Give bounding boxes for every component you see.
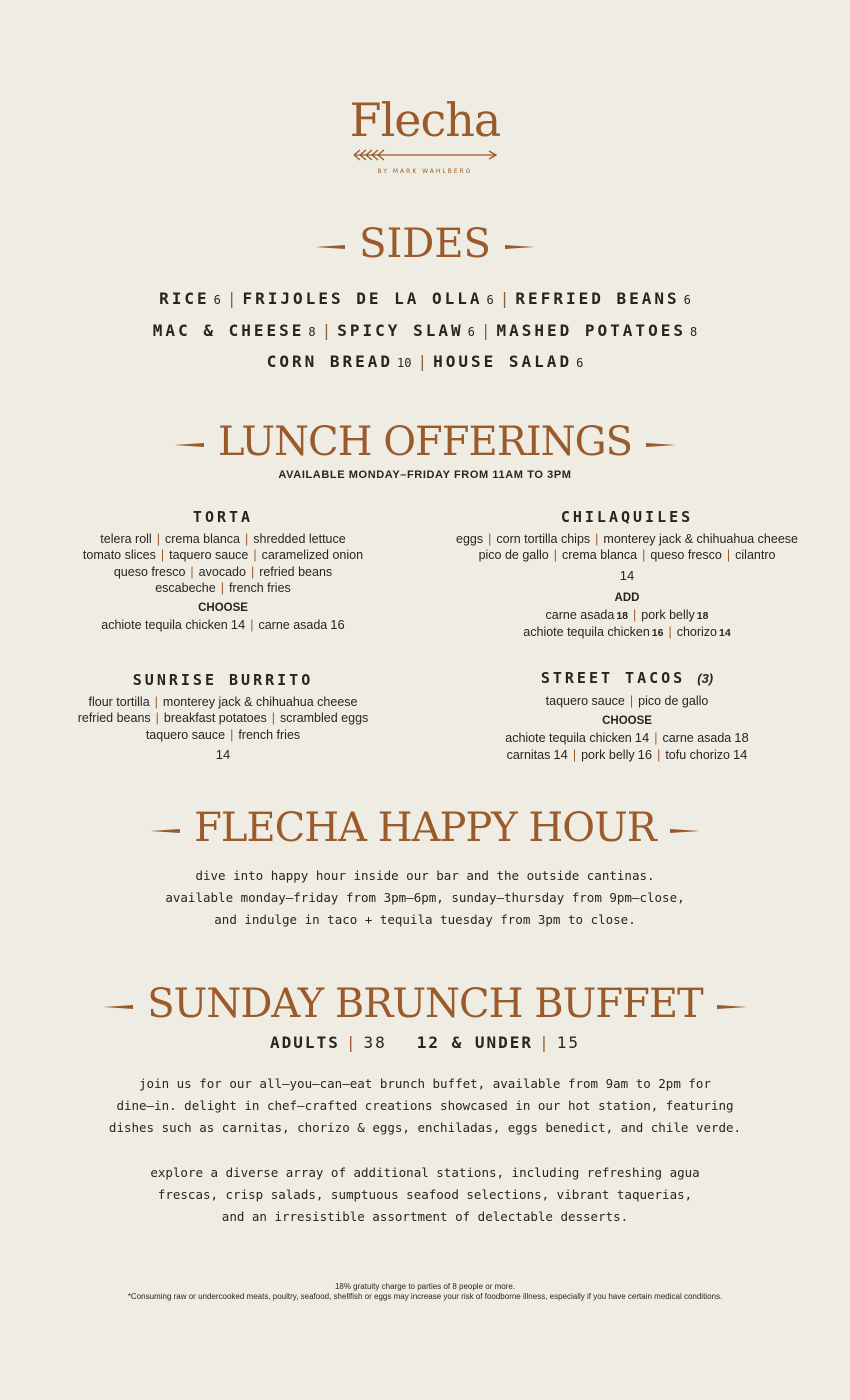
choice-price: 14 bbox=[230, 617, 246, 633]
brunch-heading bbox=[0, 982, 850, 1026]
choice-name: carnitas bbox=[506, 747, 551, 762]
choice-name: tofu chorizo bbox=[665, 747, 730, 762]
ingredient-line bbox=[48, 710, 398, 726]
separator: | bbox=[155, 711, 159, 726]
side-item-name: RICE bbox=[159, 289, 210, 308]
text-line: dive into happy hour inside our bar and the outside cantinas. bbox=[195, 868, 655, 883]
side-item-price: 6 bbox=[213, 293, 221, 307]
addon-line bbox=[446, 607, 808, 624]
addon-line bbox=[446, 624, 808, 641]
addon-price: 14 bbox=[719, 626, 731, 639]
choice-name: achiote tequila chicken bbox=[505, 731, 632, 746]
ingredient: corn tortilla chips bbox=[496, 532, 591, 546]
sides-heading-text: SIDES bbox=[359, 221, 491, 267]
separator: | bbox=[499, 289, 510, 308]
menu-item-chilaquiles bbox=[446, 507, 808, 641]
separator: | bbox=[539, 1033, 551, 1052]
choose-label: CHOOSE bbox=[602, 715, 652, 728]
ingredient-line bbox=[48, 580, 398, 596]
side-item-price: 6 bbox=[486, 293, 494, 307]
ingredient-line bbox=[48, 547, 398, 563]
item-price: 14 bbox=[215, 746, 231, 762]
left-dash-icon bbox=[315, 244, 345, 250]
item-count: (3) bbox=[697, 671, 714, 686]
choice-name: pork belly bbox=[581, 747, 635, 762]
ingredient: pico de gallo bbox=[638, 694, 709, 708]
ingredient: french fries bbox=[238, 727, 301, 742]
choice-price: 14 bbox=[732, 746, 748, 762]
sides-line bbox=[0, 316, 850, 348]
text-line: and an irresistible assortment of delectable desserts. bbox=[221, 1209, 629, 1224]
right-dash-icon bbox=[646, 442, 676, 448]
separator: | bbox=[250, 564, 255, 579]
separator: | bbox=[726, 548, 731, 563]
choice-price: 14 bbox=[553, 746, 568, 762]
ingredient: pico de gallo bbox=[478, 548, 549, 563]
separator: | bbox=[553, 548, 558, 563]
ingredient: caramelized onion bbox=[261, 548, 364, 563]
ingredient: telera roll bbox=[100, 532, 152, 546]
ingredient: cilantro bbox=[735, 548, 776, 563]
separator: | bbox=[321, 320, 332, 340]
text-line: dishes such as carnitas, chorizo & eggs, enchiladas, eggs benedict, and chile verde. bbox=[108, 1120, 742, 1135]
brunch-description bbox=[0, 1073, 850, 1139]
side-item-price: 6 bbox=[467, 324, 475, 339]
ingredient: scrambled eggs bbox=[280, 711, 369, 726]
side-item-name: MAC & CHEESE bbox=[152, 320, 305, 340]
ingredient-line bbox=[48, 727, 398, 743]
separator: | bbox=[253, 548, 257, 563]
ingredient: queso fresco bbox=[113, 564, 186, 579]
side-item-price: 6 bbox=[576, 356, 584, 370]
choice-line bbox=[446, 730, 808, 746]
ingredient-line bbox=[48, 564, 398, 580]
right-dash-icon bbox=[505, 244, 535, 250]
side-item-price: 10 bbox=[397, 356, 412, 370]
happy-hour-description bbox=[0, 865, 850, 931]
choice-price: 18 bbox=[734, 730, 749, 746]
ingredient: taquero sauce bbox=[169, 548, 249, 563]
left-dash-icon bbox=[150, 828, 180, 834]
separator: | bbox=[226, 289, 237, 308]
right-dash-icon bbox=[670, 828, 700, 834]
item-title: TORTA bbox=[192, 508, 254, 526]
item-title bbox=[446, 668, 808, 689]
lunch-heading-text: LUNCH OFFERINGS bbox=[217, 419, 633, 465]
side-item-name: HOUSE SALAD bbox=[433, 352, 573, 371]
sides-line bbox=[0, 347, 850, 379]
brunch-heading-text: SUNDAY BRUNCH BUFFET bbox=[147, 981, 703, 1027]
separator: | bbox=[654, 731, 658, 746]
item-price: 14 bbox=[619, 567, 635, 583]
choose-label: CHOOSE bbox=[198, 602, 248, 615]
adults-price: 38 bbox=[363, 1033, 387, 1052]
item-title-text: STREET TACOS bbox=[540, 669, 686, 687]
addon-name: chorizo bbox=[676, 624, 718, 639]
separator: | bbox=[156, 532, 160, 546]
ingredient-line bbox=[48, 694, 398, 710]
choice-price: 14 bbox=[634, 730, 650, 746]
item-title: CHILAQUILES bbox=[560, 508, 694, 526]
separator: | bbox=[220, 580, 224, 595]
ingredient: flour tortilla bbox=[88, 695, 150, 709]
food-safety-disclaimer: *Consuming raw or undercooked meats, poultry, seafood, shellfish or eggs may increase your risk of foodborne illness, especially if you have certain medical conditions. bbox=[127, 1292, 723, 1301]
addon-name: carne asada bbox=[545, 607, 615, 622]
text-line: and indulge in taco + tequila tuesday from 3pm to close. bbox=[214, 912, 636, 927]
ingredient-line bbox=[446, 531, 808, 547]
choice-line bbox=[446, 747, 808, 763]
left-dash-icon bbox=[103, 1004, 133, 1010]
ingredient: shredded lettuce bbox=[253, 532, 346, 546]
lunch-availability: AVAILABLE MONDAY–FRIDAY FROM 11AM TO 3PM bbox=[278, 469, 572, 481]
menu-item-street-tacos bbox=[446, 668, 808, 763]
arrow-icon bbox=[350, 148, 500, 162]
choice-name: achiote tequila chicken bbox=[101, 618, 228, 633]
ingredient: monterey jack & chihuahua cheese bbox=[603, 532, 798, 546]
ingredient: queso fresco bbox=[650, 548, 722, 563]
ingredient: crema blanca bbox=[562, 548, 638, 563]
addon-name: pork belly bbox=[641, 607, 695, 622]
ingredient-line bbox=[48, 531, 398, 547]
separator: | bbox=[271, 711, 276, 726]
separator: | bbox=[595, 532, 599, 546]
separator: | bbox=[345, 1033, 358, 1052]
side-item-price: 8 bbox=[308, 324, 316, 339]
sides-heading bbox=[0, 222, 850, 266]
sides-list bbox=[0, 284, 850, 379]
sides-line bbox=[0, 284, 850, 316]
text-line: dine–in. delight in chef–crafted creations showcased in our hot station, featuring bbox=[116, 1098, 734, 1113]
happy-hour-heading-text: FLECHA HAPPY HOUR bbox=[194, 805, 656, 851]
side-item-name: FRIJOLES DE LA OLLA bbox=[242, 289, 483, 308]
addon-name: achiote tequila chicken bbox=[523, 624, 650, 639]
ingredient: eggs bbox=[456, 532, 484, 546]
text-line: available monday–friday from 3pm–6pm, sunday–thursday from 9pm–close, bbox=[165, 890, 685, 905]
ingredient: crema blanca bbox=[164, 532, 241, 546]
add-label: ADD bbox=[614, 591, 640, 604]
separator: | bbox=[657, 747, 661, 762]
footer-notes bbox=[0, 1282, 850, 1302]
ingredient: avocado bbox=[198, 564, 246, 579]
ingredient: refried beans bbox=[77, 711, 151, 726]
text-line: frescas, crisp salads, sumptuous seafood selections, vibrant taquerias, bbox=[157, 1187, 693, 1202]
ingredient: tomato slices bbox=[82, 548, 156, 563]
brunch-prices bbox=[0, 1033, 850, 1052]
ingredient: french fries bbox=[228, 580, 291, 595]
separator: | bbox=[250, 618, 254, 633]
choice-name: carne asada bbox=[662, 731, 732, 746]
ingredient-line bbox=[446, 547, 808, 563]
choice-name: carne asada bbox=[258, 618, 328, 633]
separator: | bbox=[245, 532, 249, 546]
logo-subtitle: BY MARK WAHLBERG bbox=[377, 168, 473, 175]
separator: | bbox=[190, 564, 194, 579]
side-item-name: MASHED POTATOES bbox=[496, 320, 686, 340]
ingredient: refried beans bbox=[259, 564, 333, 579]
logo bbox=[0, 92, 850, 175]
separator: | bbox=[160, 548, 165, 563]
addon-price: 16 bbox=[651, 626, 664, 639]
ingredient: taquero sauce bbox=[545, 694, 625, 708]
side-item-name: CORN BREAD bbox=[266, 352, 394, 371]
addon-price: 18 bbox=[616, 609, 629, 622]
separator: | bbox=[668, 624, 672, 639]
gratuity-note: 18% gratuity charge to parties of 8 people or more. bbox=[334, 1282, 516, 1291]
separator: | bbox=[488, 532, 492, 546]
kids-label: 12 & UNDER bbox=[416, 1033, 534, 1052]
choice-line bbox=[48, 617, 398, 633]
separator: | bbox=[642, 548, 646, 563]
side-item-price: 6 bbox=[683, 293, 691, 307]
logo-wordmark: Flecha bbox=[349, 93, 501, 147]
lunch-heading bbox=[0, 420, 850, 464]
menu-item-sunrise-burrito bbox=[48, 670, 398, 765]
happy-hour-heading bbox=[0, 806, 850, 850]
addon-price: 18 bbox=[696, 609, 709, 622]
ingredient: monterey jack & chihuahua cheese bbox=[162, 695, 358, 709]
choice-price: 16 bbox=[637, 746, 653, 762]
text-line: explore a diverse array of additional stations, including refreshing agua bbox=[150, 1165, 700, 1180]
ingredient: breakfast potatoes bbox=[163, 711, 267, 726]
adults-label: ADULTS bbox=[270, 1033, 340, 1052]
separator: | bbox=[230, 727, 234, 742]
separator: | bbox=[629, 694, 634, 708]
side-item-price: 8 bbox=[689, 324, 698, 339]
separator: | bbox=[572, 747, 577, 762]
right-dash-icon bbox=[717, 1004, 747, 1010]
ingredient-line bbox=[446, 693, 808, 709]
item-title: SUNRISE BURRITO bbox=[132, 671, 314, 689]
left-dash-icon bbox=[174, 442, 204, 448]
side-item-name: SPICY SLAW bbox=[337, 320, 464, 340]
kids-price: 15 bbox=[556, 1033, 580, 1052]
choice-price: 16 bbox=[330, 617, 345, 633]
text-line: join us for our all–you–can–eat brunch buffet, available from 9am to 2pm for bbox=[139, 1076, 711, 1091]
menu-item-torta bbox=[48, 507, 398, 633]
separator: | bbox=[480, 320, 491, 340]
side-item-name: REFRIED BEANS bbox=[515, 289, 680, 308]
separator: | bbox=[154, 695, 158, 709]
ingredient: escabeche bbox=[155, 580, 216, 595]
separator: | bbox=[417, 352, 428, 371]
brunch-stations-description bbox=[0, 1162, 850, 1228]
separator: | bbox=[633, 607, 637, 622]
ingredient: taquero sauce bbox=[145, 727, 226, 742]
